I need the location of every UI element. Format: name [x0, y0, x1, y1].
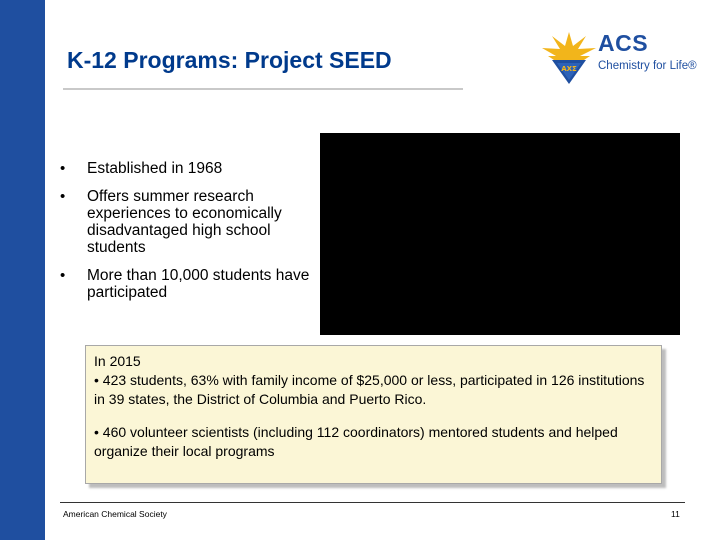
acs-logo — [540, 30, 705, 86]
emblem-letters: ΑΧΣ — [561, 65, 577, 73]
bullet-text: Established in 1968 — [87, 160, 223, 177]
embedded-video[interactable] — [320, 133, 680, 335]
side-accent-bar — [0, 0, 45, 540]
bullet-dot-icon: • — [60, 160, 66, 177]
slide-title: K-12 Programs: Project SEED — [67, 47, 392, 73]
bullet-dot-icon: • — [60, 188, 66, 205]
stats-callout-box — [85, 345, 662, 484]
bullet-text: Offers summer research experiences to economically disadvantaged high school students — [87, 188, 282, 256]
logo-tagline: Chemistry for Life® — [598, 60, 697, 72]
bullet-item — [60, 160, 320, 177]
title-underline — [63, 88, 463, 90]
callout-heading: In 2015 — [94, 353, 141, 369]
logo-wordmark: ACS — [598, 30, 649, 56]
bullet-text: More than 10,000 students have participated — [87, 267, 310, 301]
bullet-list — [60, 160, 320, 312]
bullet-item — [60, 267, 320, 301]
callout-point-students: • 423 students, 63% with family income of $25,000 or less, participated in 126 institutions in 39 states, the District of Columbia and Puerto Rico. — [94, 372, 645, 407]
page-number: 11 — [671, 509, 680, 519]
callout-point-volunteers: • 460 volunteer scientists (including 112 coordinators) mentored students and helped organize their local programs — [94, 424, 618, 459]
bullet-dot-icon: • — [60, 267, 66, 284]
acs-emblem-icon — [540, 30, 598, 86]
footer-divider — [60, 502, 685, 503]
footer-organization: American Chemical Society — [63, 509, 167, 519]
bullet-item — [60, 188, 320, 256]
